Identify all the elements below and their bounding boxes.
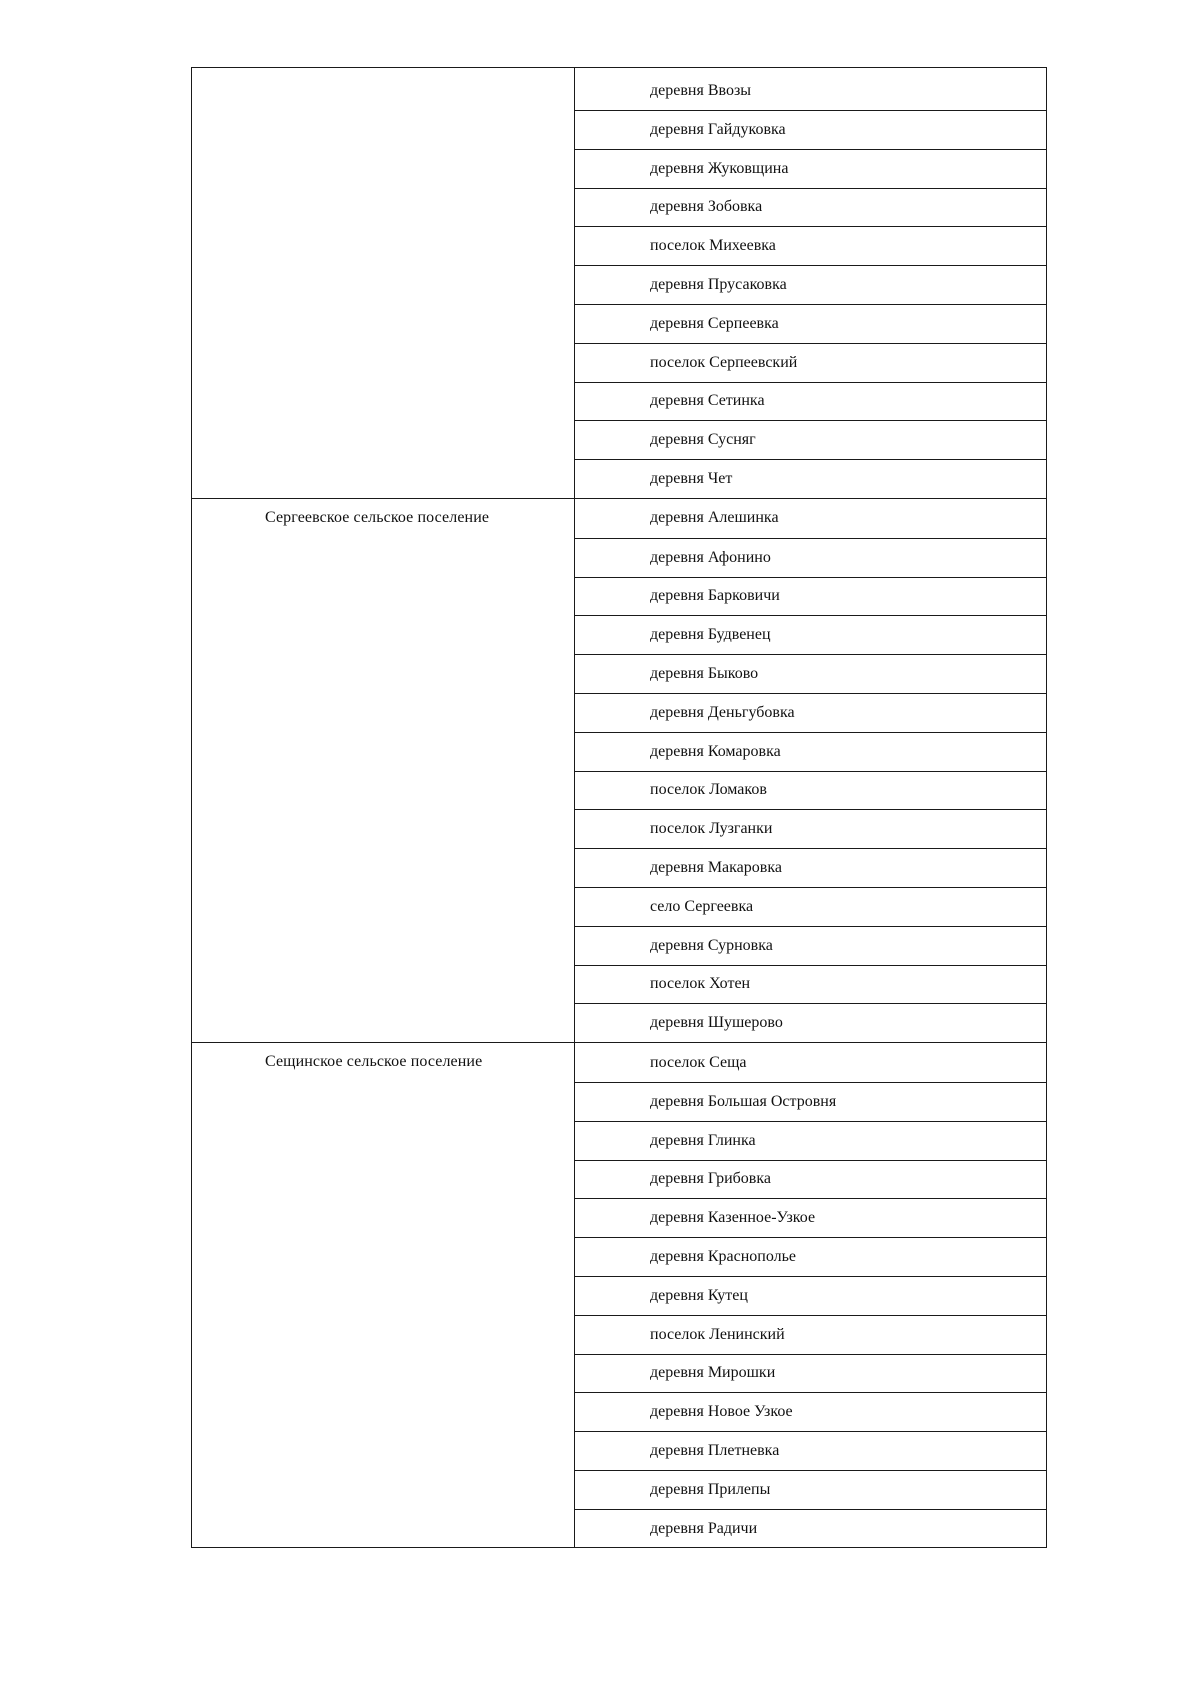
- settlement-row: деревня Сусняг: [575, 420, 1046, 459]
- settlement-row: деревня Грибовка: [575, 1160, 1046, 1199]
- settlement-row: поселок Лузганки: [575, 809, 1046, 848]
- settlement-row: деревня Прилепы: [575, 1470, 1046, 1509]
- settlement-row: деревня Плетневка: [575, 1431, 1046, 1470]
- settlement-row: село Сергеевка: [575, 887, 1046, 926]
- settlement-row: поселок Серпеевский: [575, 343, 1046, 382]
- settlement-row: деревня Глинка: [575, 1121, 1046, 1160]
- settlement-row: деревня Краснополье: [575, 1237, 1046, 1276]
- district-cell: [192, 499, 575, 1042]
- settlement-row: деревня Гайдуковка: [575, 110, 1046, 149]
- table-group: [192, 68, 1046, 498]
- settlement-row: поселок Ломаков: [575, 771, 1046, 810]
- settlement-row: деревня Большая Островня: [575, 1082, 1046, 1121]
- table-group: [192, 1042, 1046, 1547]
- settlement-row: деревня Ввозы: [650, 82, 752, 99]
- district-cell: [192, 1043, 575, 1547]
- district-name: Сергеевское сельское поселение: [265, 508, 490, 526]
- district-cell: [192, 68, 575, 498]
- settlement-row: поселок Сеща: [650, 1053, 747, 1071]
- district-name: Сещинское сельское поселение: [265, 1053, 483, 1071]
- settlement-list: [575, 68, 1046, 498]
- settlement-row: деревня Деньгубовка: [575, 693, 1046, 732]
- settlement-row: деревня Кутец: [575, 1276, 1046, 1315]
- settlement-row: поселок Михеевка: [575, 226, 1046, 265]
- settlement-row: деревня Радичи: [575, 1509, 1046, 1548]
- settlement-row: деревня Зобовка: [575, 188, 1046, 227]
- settlement-row: деревня Макаровка: [575, 848, 1046, 887]
- settlement-row: деревня Чет: [575, 459, 1046, 498]
- settlement-row: деревня Быково: [575, 654, 1046, 693]
- settlement-row: деревня Шушерово: [575, 1003, 1046, 1042]
- settlements-table: [191, 67, 1047, 1548]
- settlement-row: деревня Барковичи: [575, 577, 1046, 616]
- settlement-row: деревня Афонино: [575, 538, 1046, 577]
- settlement-row: деревня Будвенец: [575, 615, 1046, 654]
- settlement-row: деревня Казенное-Узкое: [575, 1198, 1046, 1237]
- table-group: [192, 498, 1046, 1042]
- settlement-row: деревня Сетинка: [575, 382, 1046, 421]
- settlement-row: деревня Алешинка: [650, 509, 779, 527]
- settlement-list: [575, 1043, 1046, 1547]
- settlement-row: деревня Мирошки: [575, 1354, 1046, 1393]
- settlement-row: деревня Жуковщина: [575, 149, 1046, 188]
- settlement-row: поселок Ленинский: [575, 1315, 1046, 1354]
- settlement-row: деревня Серпеевка: [575, 304, 1046, 343]
- settlement-row: деревня Новое Узкое: [575, 1392, 1046, 1431]
- settlement-row: деревня Прусаковка: [575, 265, 1046, 304]
- settlement-row: поселок Хотен: [575, 965, 1046, 1004]
- settlement-row: деревня Сурновка: [575, 926, 1046, 965]
- settlement-list: [575, 499, 1046, 1042]
- settlement-row: деревня Комаровка: [575, 732, 1046, 771]
